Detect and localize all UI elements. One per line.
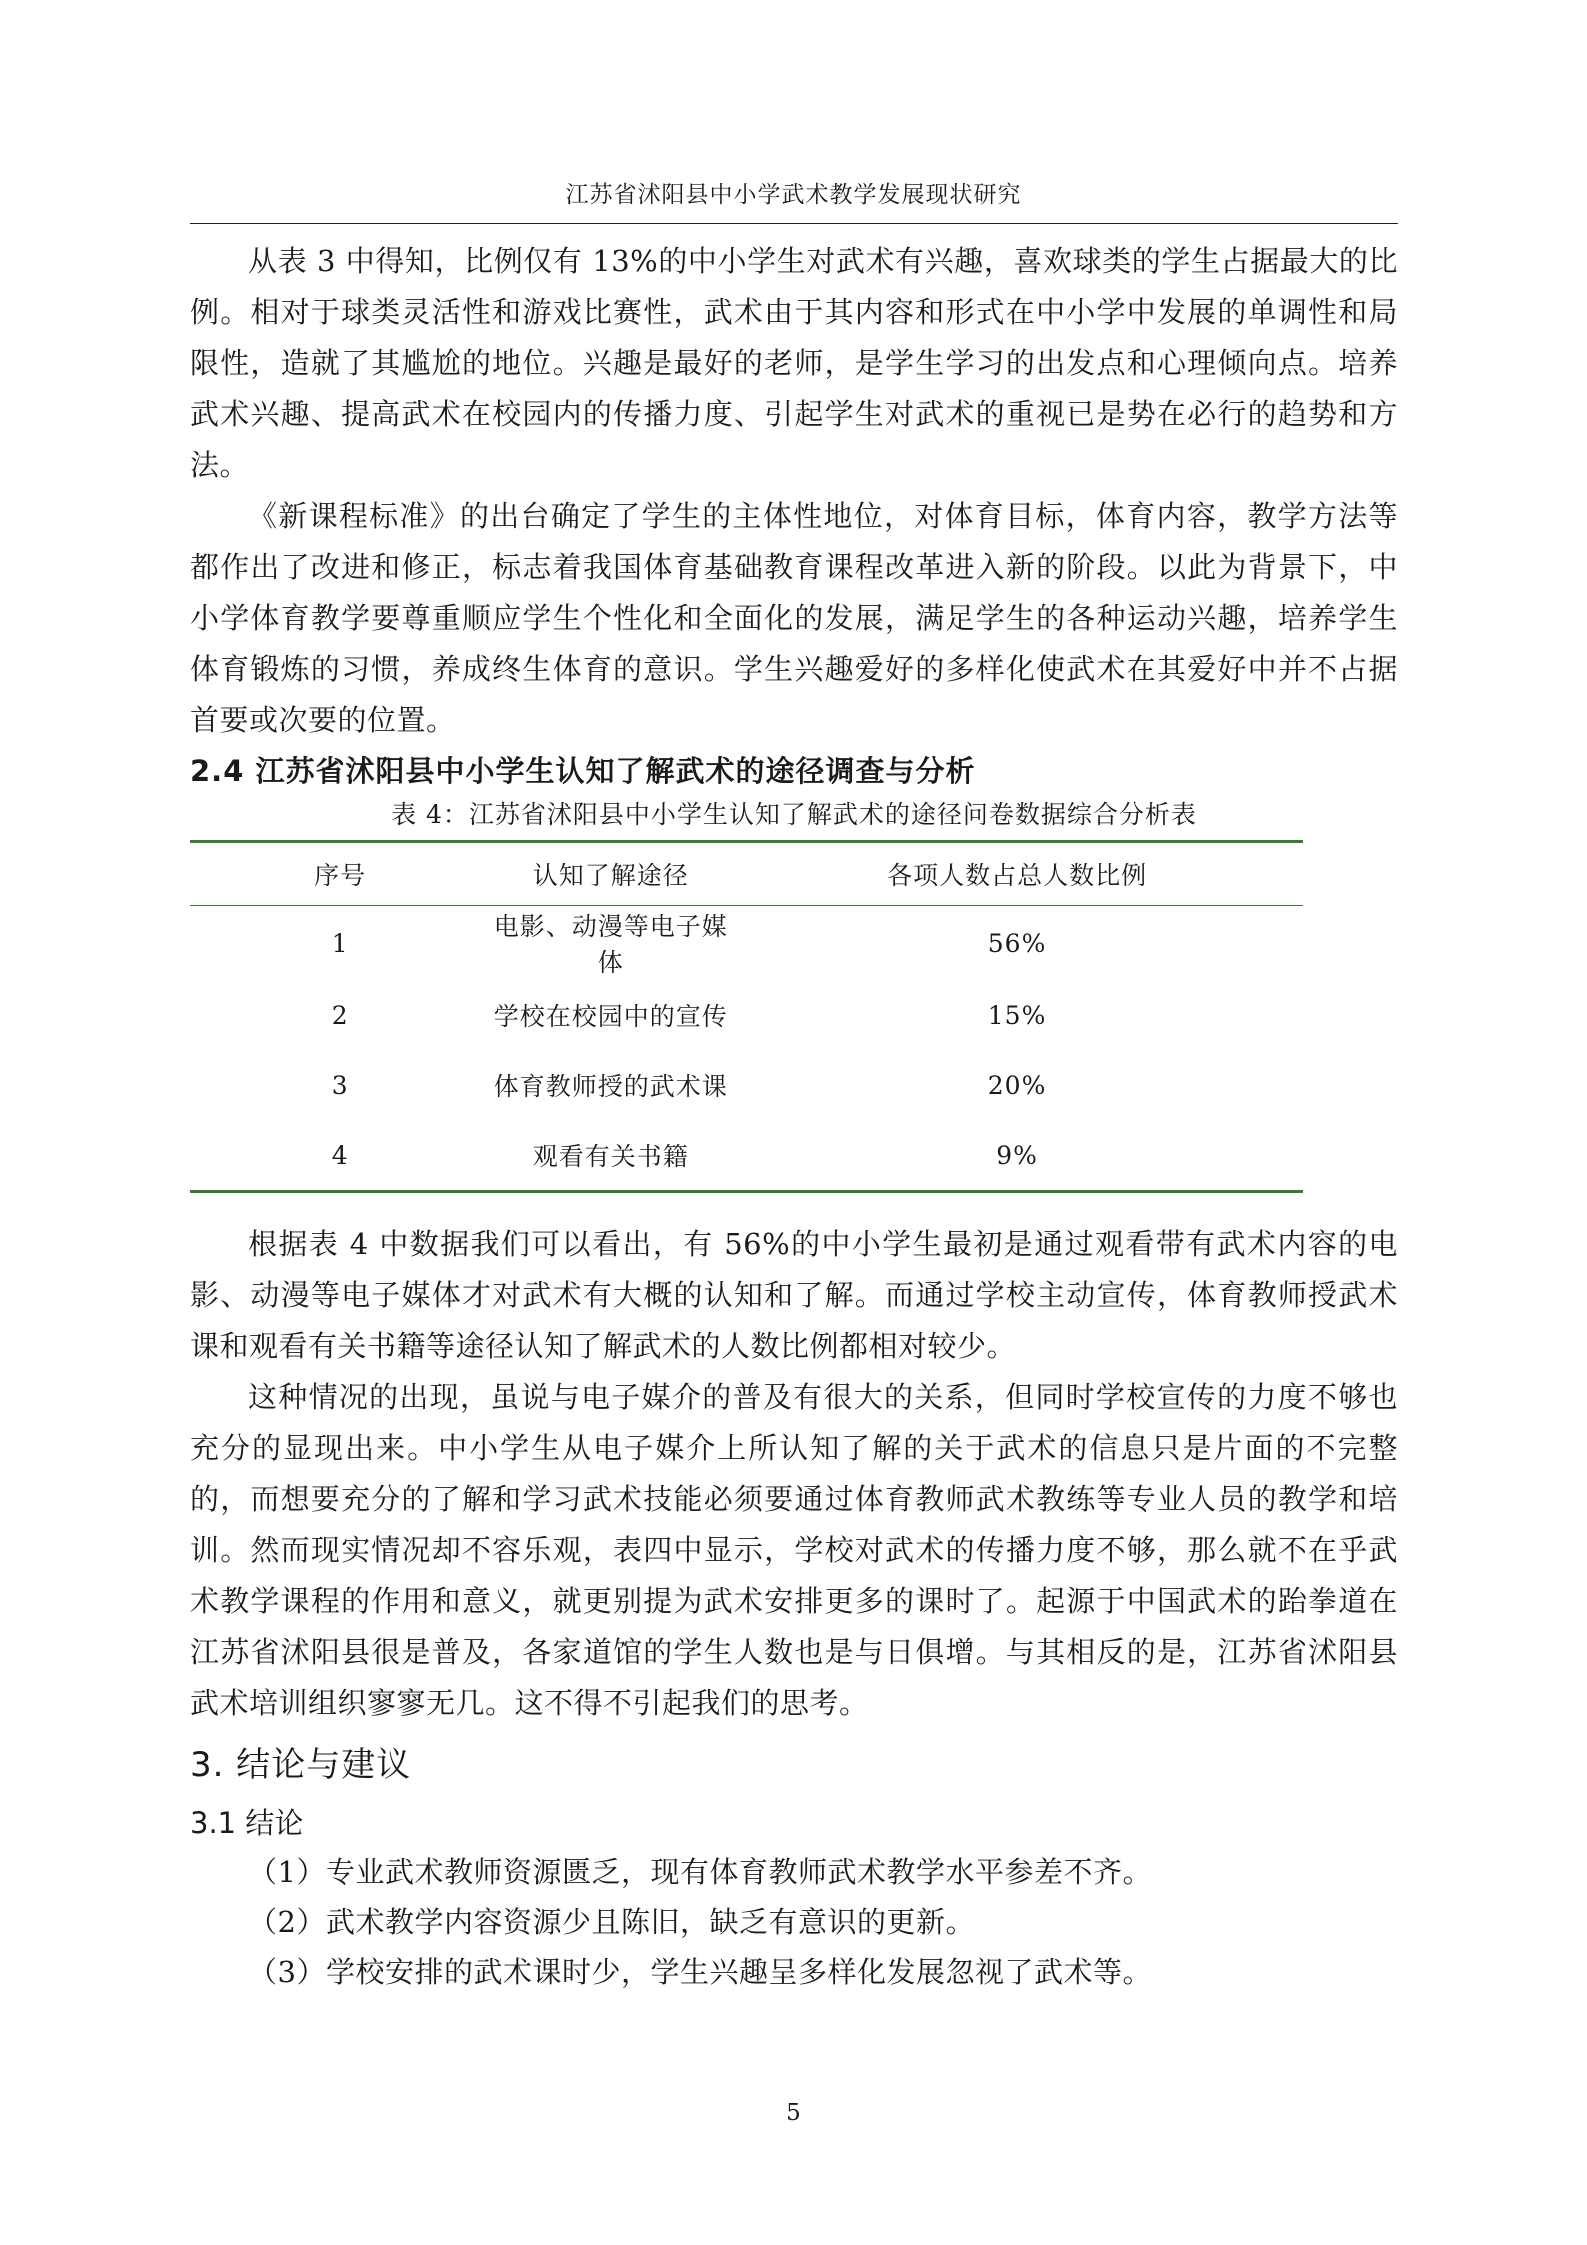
conclusion-item: （1）专业武术教师资源匮乏，现有体育教师武术教学水平参差不齐。 — [248, 1855, 1152, 1889]
header-rule — [190, 223, 1398, 224]
section-heading-3: 3. 结论与建议 — [190, 1745, 412, 1785]
table-row — [190, 906, 1303, 981]
table-cell: 3 — [331, 1070, 349, 1100]
section-heading-3-1: 3.1 结论 — [190, 1806, 304, 1840]
conclusion-item: （3）学校安排的武术课时少，学生兴趣呈多样化发展忽视了武术等。 — [248, 1955, 1152, 1989]
table-cell: 15% — [987, 1000, 1047, 1030]
table-row — [190, 1050, 1303, 1120]
page-content — [190, 236, 1398, 1997]
table-cell: 2 — [331, 1000, 349, 1030]
table-caption: 表 4：江苏省沭阳县中小学生认知了解武术的途径问卷数据综合分析表 — [391, 800, 1197, 829]
table-cell: 9% — [996, 1140, 1038, 1170]
table-cell: 4 — [331, 1140, 349, 1170]
paragraph: 这种情况的出现，虽说与电子媒介的普及有很大的关系，但同时学校宣传的力度不够也充分的显现出来。中小学生从电子媒介上所认知了解的关于武术的信息只是片面的不完整的，而想要充分的了解和学习武术技能必须要通过体育教师武术教练等专业人员的教学和培训。然而现实情况却不容乐观，表四中显示，学校对武术的传播力度不够，那么就不在乎武术教学课程的作用和意义，就更别提为武术安排更多的课时了。起源于中国武术的跆拳道在江苏省沭阳县很是普及，各家道馆的学生人数也是与日俱增。与其相反的是，江苏省沭阳县武术培训组织寥寥无几。这不得不引起我们的思考。 — [190, 1380, 1398, 1720]
table-cell: 56% — [987, 928, 1047, 958]
column-header: 序号 — [190, 842, 490, 906]
section-heading-2-4: 2.4 江苏省沭阳县中小学生认知了解武术的途径调查与分析 — [190, 754, 976, 788]
table-cell: 电影、动漫等电子媒体 — [493, 912, 728, 977]
conclusion-item: （2）武术教学内容资源少且陈旧，缺乏有意识的更新。 — [248, 1905, 975, 1939]
running-header: 江苏省沭阳县中小学武术教学发展现状研究 — [565, 182, 1022, 208]
table-row — [190, 1120, 1303, 1192]
table-cell: 20% — [987, 1070, 1047, 1100]
paragraph: 《新课程标准》的出台确定了学生的主体性地位，对体育目标，体育内容，教学方法等都作出了改进和修正，标志着我国体育基础教育课程改革进入新的阶段。以此为背景下，中小学体育教学要尊重顺应学生个性化和全面化的发展，满足学生的各种运动兴趣，培养学生体育锻炼的习惯，养成终生体育的意识。学生兴趣爱好的多样化使武术在其爱好中并不占据首要或次要的位置。 — [190, 499, 1398, 737]
page-number: 5 — [786, 2100, 801, 2126]
table-cell: 体育教师授的武术课 — [493, 1072, 728, 1101]
table-row — [190, 980, 1303, 1050]
table-spacer — [190, 1193, 1398, 1219]
table-header-row — [190, 842, 1303, 906]
table-cell: 1 — [331, 928, 349, 958]
table-cell: 学校在校园中的宣传 — [493, 1002, 728, 1031]
paragraph: 从表 3 中得知，比例仅有 13%的中小学生对武术有兴趣，喜欢球类的学生占据最大的比例。相对于球类灵活性和游戏比赛性，武术由于其内容和形式在中小学中发展的单调性和局限性，造就了其尴尬的地位。兴趣是最好的老师，是学生学习的出发点和心理倾向点。培养武术兴趣、提高武术在校园内的传播力度、引起学生对武术的重视已是势在必行的趋势和方法。 — [190, 244, 1398, 482]
column-header: 认知了解途径 — [490, 842, 731, 906]
paragraph: 根据表 4 中数据我们可以看出，有 56%的中小学生最初是通过观看带有武术内容的电影、动漫等电子媒体才对武术有大概的认知和了解。而通过学校主动宣传，体育教师授武术课和观看有关书籍等途径认知了解武术的人数比例都相对较少。 — [190, 1227, 1398, 1363]
column-header: 各项人数占总人数比例 — [731, 842, 1303, 906]
table-cell: 观看有关书籍 — [532, 1142, 689, 1171]
data-table — [190, 840, 1303, 1193]
